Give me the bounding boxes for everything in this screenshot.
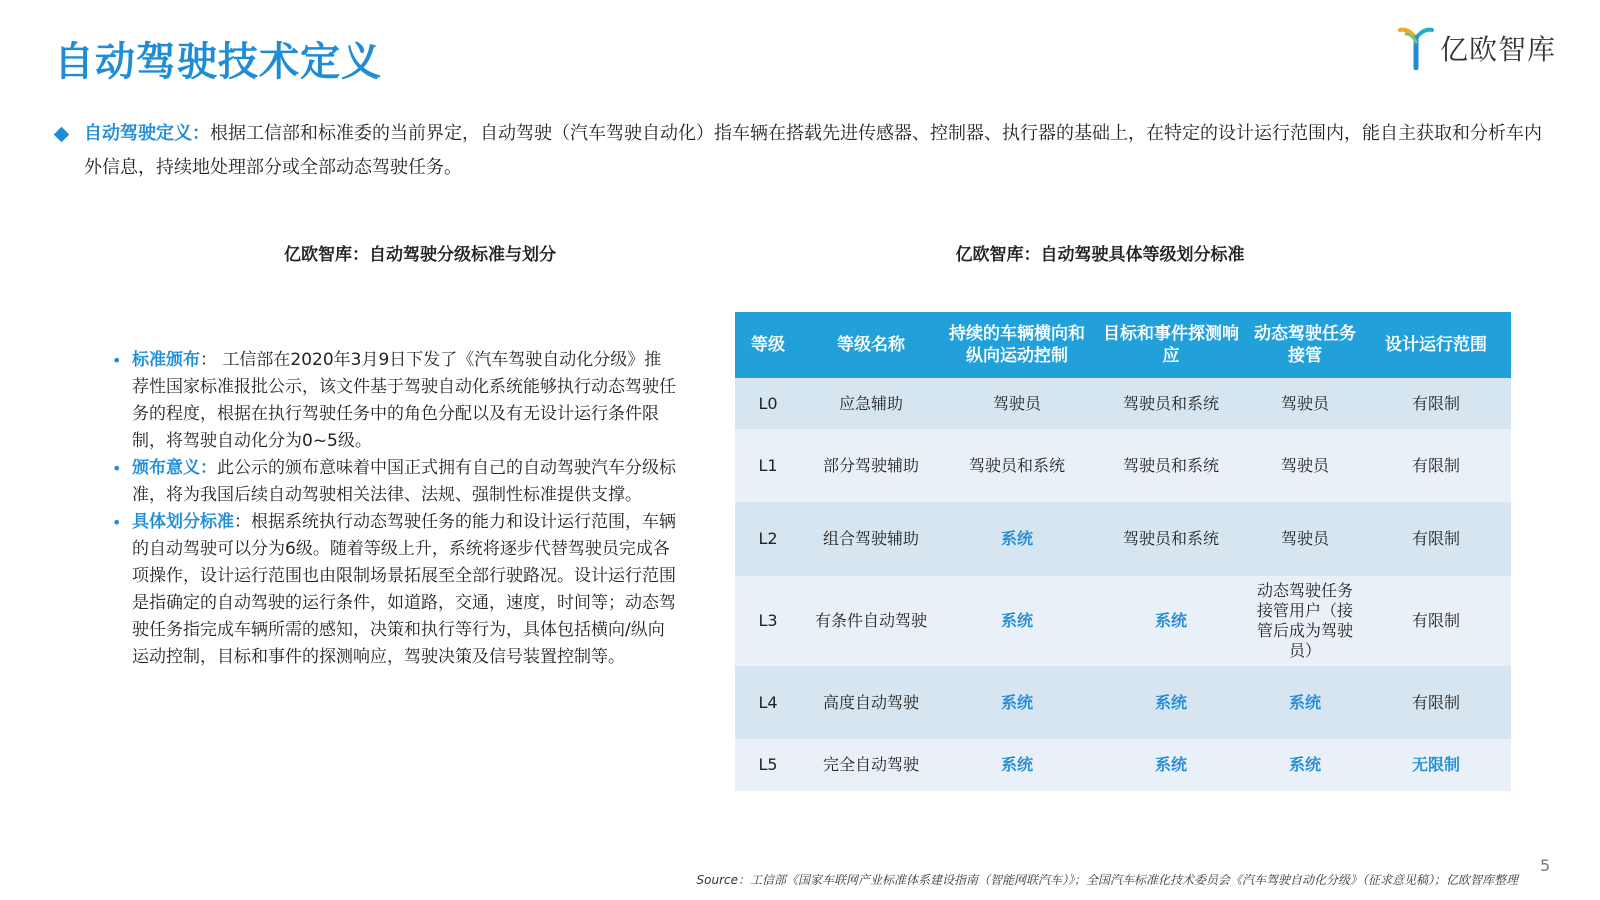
column-header: 设计运行范围 xyxy=(1361,312,1511,378)
table-cell: 部分驾驶辅助 xyxy=(801,429,941,502)
table-cell: 有限制 xyxy=(1361,502,1511,576)
column-header: 等级名称 xyxy=(801,312,941,378)
page-number: 5 xyxy=(1540,856,1551,875)
table-row xyxy=(735,502,1511,576)
table-cell: 驾驶员 xyxy=(1249,378,1361,429)
table-row xyxy=(735,429,1511,502)
table-header-row xyxy=(735,312,1511,378)
column-header: 动态驾驶任务接管 xyxy=(1249,312,1361,378)
page-title: 自动驾驶技术定义 xyxy=(54,39,382,85)
table-cell: 动态驾驶任务接管用户（接管后成为驾驶员） xyxy=(1249,576,1361,666)
table-cell: 有限制 xyxy=(1361,429,1511,502)
column-header: 持续的车辆横向和纵向运动控制 xyxy=(941,312,1093,378)
right-section-title: 亿欧智库：自动驾驶具体等级划分标准 xyxy=(955,245,1245,265)
list-item xyxy=(108,347,678,455)
autonomy-level-table xyxy=(735,312,1511,791)
table-cell: 系统 xyxy=(941,502,1093,576)
table-cell: 系统 xyxy=(941,739,1093,791)
table-row xyxy=(735,666,1511,739)
column-header: 等级 xyxy=(735,312,801,378)
bullet-label: 颁布意义： xyxy=(132,458,217,478)
definition-label: 自动驾驶定义： xyxy=(84,123,210,144)
table-cell: 系统 xyxy=(941,576,1093,666)
table-row xyxy=(735,378,1511,429)
table-cell: 系统 xyxy=(1093,666,1249,739)
bullet-label: 标准颁布 xyxy=(132,350,200,370)
table-cell: 系统 xyxy=(941,666,1093,739)
definition-body: 根据工信部和标准委的当前界定，自动驾驶（汽车驾驶自动化）指车辆在搭载先进传感器、控制器、执行器的基础上，在特定的设计运行范围内，能自主获取和分析车内外信息，持续地处理部分或全部动态驾驶任务。 xyxy=(84,123,1542,178)
definition-block xyxy=(56,117,1546,185)
left-section-title: 亿欧智库：自动驾驶分级标准与划分 xyxy=(284,245,556,265)
table-cell: 驾驶员和系统 xyxy=(1093,502,1249,576)
table-cell: 驾驶员 xyxy=(1249,502,1361,576)
table-cell: 有条件自动驾驶 xyxy=(801,576,941,666)
table-cell: 驾驶员和系统 xyxy=(1093,429,1249,502)
table-cell: 无限制 xyxy=(1361,739,1511,791)
table-cell: 系统 xyxy=(1249,739,1361,791)
table-cell: 有限制 xyxy=(1361,576,1511,666)
bullet-dot-icon: • xyxy=(112,351,122,370)
table-cell: L0 xyxy=(735,378,801,429)
list-item xyxy=(108,455,678,509)
table-cell: L5 xyxy=(735,739,801,791)
bullet-separator: ： xyxy=(200,350,217,370)
bullet-separator: ： xyxy=(234,512,251,532)
table-cell: 完全自动驾驶 xyxy=(801,739,941,791)
source-note: Source：工信部《国家车联网产业标准体系建设指南（智能网联汽车）》；全国汽车标准化技术委员会《汽车驾驶自动化分级》（征求意见稿）；亿欧智库整理 xyxy=(696,873,1518,887)
column-header: 目标和事件探测响应 xyxy=(1093,312,1249,378)
table-cell: L3 xyxy=(735,576,801,666)
table-cell: 高度自动驾驶 xyxy=(801,666,941,739)
logo-icon xyxy=(1398,26,1434,70)
table-cell: L1 xyxy=(735,429,801,502)
table-cell: 有限制 xyxy=(1361,378,1511,429)
bullet-text: 工信部在2020年3月9日下发了《汽车驾驶自动化分级》推荐性国家标准报批公示，该文件基于驾驶自动化系统能够执行动态驾驶任务的程度，根据在执行驾驶任务中的角色分配以及有无设计运行条件限制，将驾驶自动化分为0~5级。 xyxy=(132,350,676,451)
table-cell: 系统 xyxy=(1093,576,1249,666)
table-cell: 组合驾驶辅助 xyxy=(801,502,941,576)
table-cell: 驾驶员和系统 xyxy=(941,429,1093,502)
table-cell: 驾驶员 xyxy=(941,378,1093,429)
bullet-list xyxy=(108,347,678,671)
definition-text xyxy=(84,117,1546,185)
diamond-bullet-icon xyxy=(54,127,70,143)
table-cell: 应急辅助 xyxy=(801,378,941,429)
table-row xyxy=(735,576,1511,666)
table-cell: 驾驶员 xyxy=(1249,429,1361,502)
table-cell: L2 xyxy=(735,502,801,576)
list-item xyxy=(108,509,678,671)
brand-logo xyxy=(1398,26,1556,70)
table-cell: 系统 xyxy=(1249,666,1361,739)
bullet-text: 根据系统执行动态驾驶任务的能力和设计运行范围，车辆的自动驾驶可以分为6级。随着等级上升，系统将逐步代替驾驶员完成各项操作，设计运行范围也由限制场景拓展至全部行驶路况。设计运行范围是指确定的自动驾驶的运行条件，如道路，交通，速度，时间等；动态驾驶任务指完成车辆所需的感知，决策和执行等行为，具体包括横向/纵向运动控制，目标和事件的探测响应，驾驶决策及信号装置控制等。 xyxy=(132,512,676,667)
table-cell: L4 xyxy=(735,666,801,739)
table-cell: 驾驶员和系统 xyxy=(1093,378,1249,429)
table-cell: 系统 xyxy=(1093,739,1249,791)
table-row xyxy=(735,739,1511,791)
bullet-dot-icon: • xyxy=(112,459,122,478)
bullet-text: 此公示的颁布意味着中国正式拥有自己的自动驾驶汽车分级标准，将为我国后续自动驾驶相关法律、法规、强制性标准提供支撑。 xyxy=(132,458,676,505)
table-cell: 有限制 xyxy=(1361,666,1511,739)
logo-text: 亿欧智库 xyxy=(1440,33,1557,66)
bullet-label: 具体划分标准 xyxy=(132,512,234,532)
bullet-dot-icon: • xyxy=(112,513,122,532)
